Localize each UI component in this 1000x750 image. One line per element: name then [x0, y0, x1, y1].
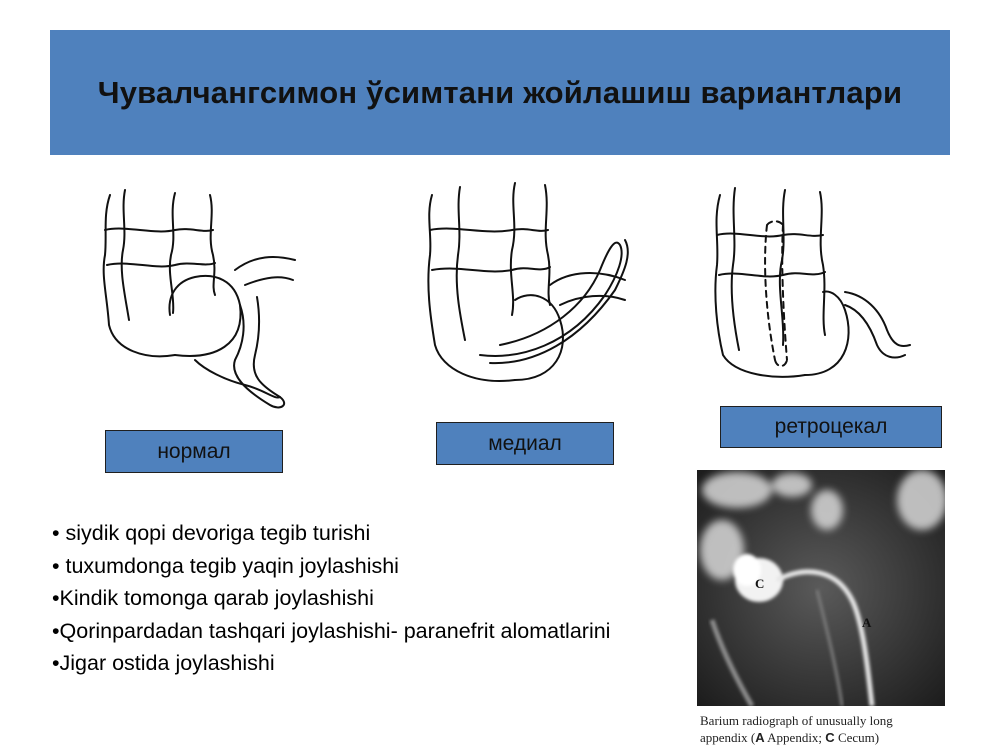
bullet-item: •Qorinpardadan tashqari joylashishi- paranefrit alomatlarini — [52, 618, 611, 643]
bullet-item: •Jigar ostida joylashishi — [52, 651, 275, 675]
retrocecal-appendix-drawing — [705, 180, 915, 395]
normal-appendix-drawing — [95, 185, 305, 415]
xray-caption — [700, 712, 960, 746]
medial-appendix-drawing — [420, 175, 640, 390]
xray-label-c: C — [755, 576, 765, 591]
caption-bold-a: A — [755, 730, 765, 745]
label-retrocecal: ретроцекал — [720, 406, 942, 448]
title-band — [50, 30, 950, 155]
bullet-item: •Kindik tomonga qarab joylashishi — [52, 586, 374, 610]
label-normal: нормал — [105, 430, 283, 473]
caption-end: Cecum) — [834, 730, 880, 745]
caption-prefix: appendix ( — [700, 730, 756, 745]
caption-line-2 — [700, 729, 960, 746]
barium-radiograph-image — [697, 470, 945, 706]
label-medial: медиал — [436, 422, 614, 465]
caption-mid: Appendix; — [764, 730, 826, 745]
caption-line-1: Barium radiograph of unusually long — [700, 713, 893, 728]
bullet-list — [52, 517, 672, 680]
xray-label-a: A — [862, 615, 872, 630]
bullet-item: • siydik qopi devoriga tegib turishi — [52, 521, 371, 545]
caption-bold-c: C — [825, 730, 835, 745]
slide-title: Чувалчангсимон ўсимтани жойлашиш вариантлари — [97, 74, 903, 110]
bullet-item: • tuxumdonga tegib yaqin joylashishi — [52, 553, 399, 578]
